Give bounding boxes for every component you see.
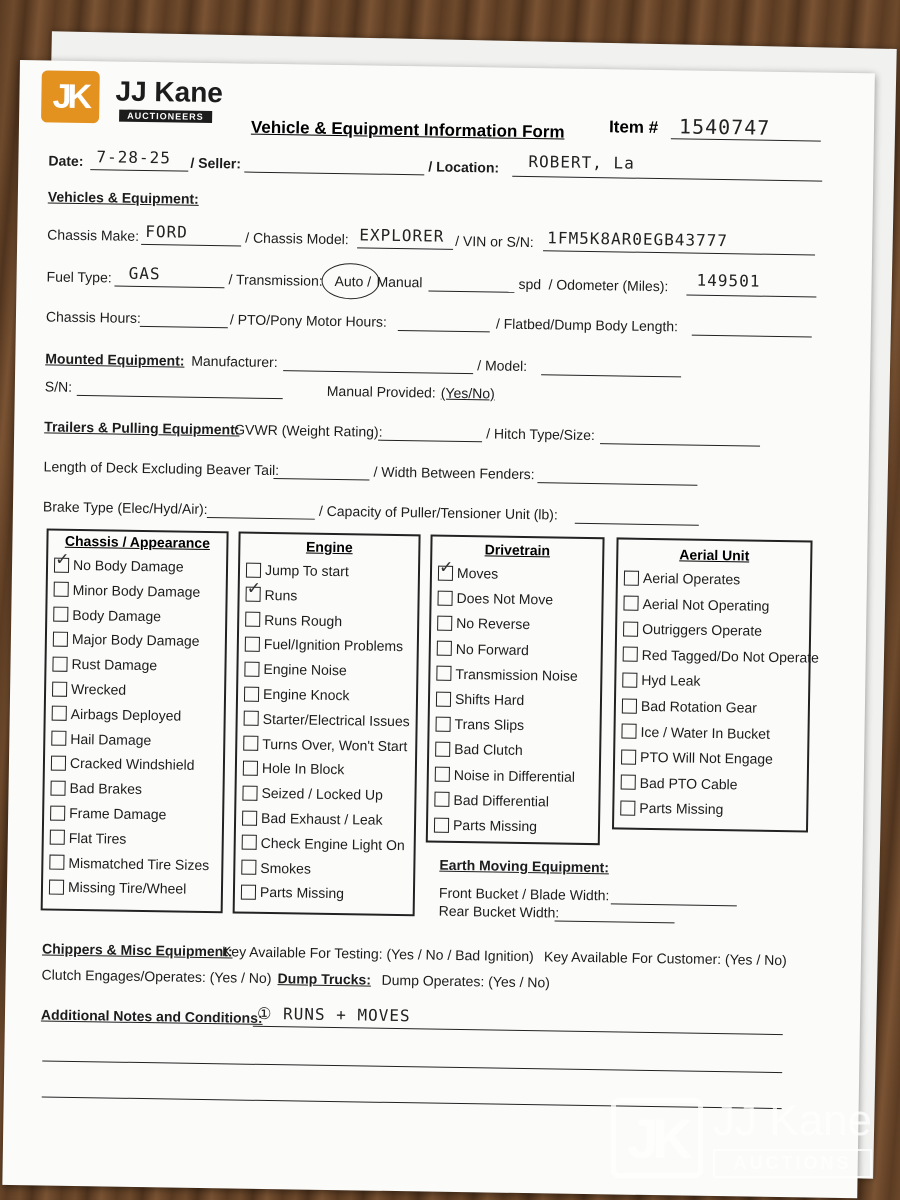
drivetrain-checkbox-item[interactable] <box>435 716 524 733</box>
checkbox-label: Bad Exhaust / Leak <box>260 809 383 828</box>
drivetrain-checkbox-item[interactable] <box>437 590 553 608</box>
checkbox-label: Bad Rotation Gear <box>640 697 758 716</box>
checkbox-label: Parts Missing <box>639 800 724 818</box>
vin-value: 1FM5K8AR0EGB43777 <box>547 228 729 251</box>
key-testing-label: Key Available For Testing: (Yes / No / Bad Ignition) <box>221 943 534 965</box>
vin-label: / VIN or S/N: <box>455 232 534 251</box>
aerial-unit-box <box>612 537 820 832</box>
location-label: / Location: <box>428 158 500 176</box>
checkbox-label: Engine Knock <box>262 685 350 704</box>
checkbox[interactable] <box>620 800 635 815</box>
fender-width-label: / Width Between Fenders: <box>373 463 535 483</box>
sn-label: S/N: <box>44 378 73 395</box>
checkbox[interactable] <box>51 755 66 770</box>
engine-checkbox-item[interactable] <box>242 810 383 828</box>
brake-type-label: Brake Type (Elec/Hyd/Air): <box>42 498 208 518</box>
checkbox[interactable] <box>244 686 259 701</box>
logo-sub: AUCTIONEERS <box>119 110 212 123</box>
checkmark-icon: ✓ <box>438 557 454 577</box>
hitch-label: / Hitch Type/Size: <box>486 425 595 444</box>
checkbox[interactable] <box>49 855 64 870</box>
checkbox-label: Aerial Operates <box>642 569 741 588</box>
checkbox-label: PTO Will Not Engage <box>640 749 774 768</box>
chassis-hours-line <box>140 326 228 328</box>
checkbox[interactable] <box>244 661 259 676</box>
chassis-make-label: Chassis Make: <box>47 226 140 244</box>
chassis-checkbox-item[interactable] <box>52 656 157 674</box>
watermark-name: JJ Kane <box>713 1095 872 1145</box>
chassis-box-title: Chassis / Appearance <box>64 532 211 552</box>
checkbox[interactable] <box>621 775 636 790</box>
checkbox[interactable] <box>438 557 454 580</box>
date-line <box>90 169 188 172</box>
engine-checkbox-item[interactable] <box>246 578 298 604</box>
chassis-checkbox-item[interactable] <box>54 549 184 575</box>
manual-line <box>428 290 514 292</box>
odometer-line <box>686 294 816 297</box>
checkbox[interactable] <box>241 860 256 875</box>
aerial-checkbox-item[interactable] <box>624 570 741 588</box>
checkbox[interactable] <box>245 636 260 651</box>
mounted-heading: Mounted Equipment: <box>45 350 185 369</box>
dump-operates-label: Dump Operates: (Yes / No) <box>381 971 551 991</box>
checkbox-label: Rust Damage <box>71 656 158 674</box>
checkbox-label: Bad Brakes <box>69 780 143 798</box>
checkbox[interactable] <box>622 672 637 687</box>
checkbox[interactable] <box>436 716 451 731</box>
chassis-hours-label: Chassis Hours: <box>45 308 142 326</box>
checkbox[interactable] <box>437 616 452 631</box>
manufacturer-line <box>283 370 473 374</box>
drivetrain-checkbox-item[interactable] <box>435 741 523 758</box>
hitch-line <box>600 443 760 447</box>
checkbox[interactable] <box>245 612 260 627</box>
engine-checkbox-item[interactable] <box>242 834 405 853</box>
checkbox[interactable] <box>622 698 637 713</box>
drivetrain-checkbox-item[interactable] <box>434 817 537 835</box>
checkbox-label: Body Damage <box>72 606 162 624</box>
checkbox-label: Hyd Leak <box>641 672 701 690</box>
location-value: ROBERT, La <box>528 152 635 173</box>
checkbox[interactable] <box>623 647 638 662</box>
checkbox-label: Minor Body Damage <box>72 581 201 600</box>
chassis-appearance-box <box>41 528 229 913</box>
fuel-line <box>114 286 224 289</box>
vehicles-heading: Vehicles & Equipment: <box>47 188 199 207</box>
notes-line-2 <box>42 1060 782 1073</box>
checkbox[interactable] <box>51 731 66 746</box>
checkbox[interactable] <box>621 749 636 764</box>
checkbox-label: Airbags Deployed <box>70 705 182 724</box>
rear-bucket-label: Rear Bucket Width: <box>438 902 560 921</box>
checkbox-label: Wrecked <box>71 680 127 698</box>
engine-checkbox-item[interactable] <box>243 760 345 778</box>
gvwr-label: GVWR (Weight Rating): <box>234 421 383 440</box>
checkbox[interactable] <box>54 582 69 597</box>
pto-hours-label: / PTO/Pony Motor Hours: <box>229 311 387 330</box>
checkbox-label: Cracked Windshield <box>69 755 195 774</box>
watermark-sub: AUCTIONS <box>713 1149 872 1178</box>
checkbox-label: Major Body Damage <box>71 631 200 650</box>
checkbox-label: Hole In Block <box>261 760 345 778</box>
chassis-checkbox-item[interactable] <box>49 879 187 897</box>
checkmark-icon: ✓ <box>246 578 262 599</box>
drivetrain-checkbox-item[interactable] <box>438 557 499 582</box>
spd-label: spd <box>518 275 542 293</box>
fuel-value: GAS <box>128 263 161 284</box>
checkbox[interactable] <box>435 767 450 782</box>
model-line <box>357 247 453 250</box>
odometer-label: / Odometer (Miles): <box>548 276 669 295</box>
flatbed-label: / Flatbed/Dump Body Length: <box>495 315 679 335</box>
checkbox-label: Frame Damage <box>69 804 167 823</box>
earth-moving-heading: Earth Moving Equipment: <box>439 856 610 876</box>
checkbox-label: Red Tagged/Do Not Operate <box>641 646 820 666</box>
aerial-checkbox-item[interactable] <box>623 621 762 639</box>
chassis-checkbox-item[interactable] <box>49 854 209 873</box>
engine-checkbox-item[interactable] <box>244 710 410 729</box>
chassis-model-value: EXPLORER <box>359 225 445 246</box>
checkbox-label: Seized / Locked Up <box>261 785 384 803</box>
date-label: Date: <box>48 152 84 170</box>
checkbox[interactable] <box>621 724 636 739</box>
seller-line <box>244 172 424 176</box>
engine-checkbox-item[interactable] <box>242 785 383 803</box>
chassis-checkbox-item[interactable] <box>50 805 167 823</box>
checkbox[interactable] <box>246 562 261 577</box>
checkbox-label: Does Not Move <box>456 590 554 608</box>
checkbox-label: Aerial Not Operating <box>642 595 770 614</box>
engine-checkbox-item[interactable] <box>244 686 350 704</box>
dump-trucks-heading: Dump Trucks: <box>277 970 372 988</box>
make-line <box>141 244 241 247</box>
checkbox[interactable] <box>242 835 257 850</box>
checkbox-label: Trans Slips <box>454 716 525 734</box>
notes-value: ① RUNS + MOVES <box>256 1003 411 1026</box>
drivetrain-checkbox-item[interactable] <box>437 640 529 657</box>
item-number: 1540747 <box>678 114 771 140</box>
checkbox[interactable] <box>623 621 638 636</box>
manual-provided-label: Manual Provided: <box>326 382 436 401</box>
engine-checkbox-item[interactable] <box>241 884 344 902</box>
manual-provided-options: (Yes/No) <box>440 384 495 402</box>
drivetrain-box <box>426 535 605 846</box>
checkbox[interactable] <box>244 711 259 726</box>
jj-kane-auctions-watermark <box>611 1095 872 1178</box>
item-label: Item # <box>608 117 659 138</box>
pto-hours-line <box>398 330 490 332</box>
checkbox[interactable] <box>52 706 67 721</box>
chassis-checkbox-item[interactable] <box>54 581 201 599</box>
checkbox[interactable] <box>243 760 258 775</box>
drivetrain-checkbox-item[interactable] <box>436 691 524 708</box>
chippers-heading: Chippers & Misc Equipment: <box>41 940 233 960</box>
chassis-checkbox-item[interactable] <box>52 681 126 698</box>
logo-name: JJ Kane <box>115 75 224 109</box>
checkbox-label: Parts Missing <box>259 884 345 902</box>
checkbox-label: No Reverse <box>456 615 531 633</box>
form-sheet <box>2 60 875 1198</box>
checkbox[interactable] <box>437 641 452 656</box>
key-customer-label: Key Available For Customer: (Yes / No) <box>543 948 787 969</box>
checkbox-label: No Forward <box>455 640 530 658</box>
notes-heading: Additional Notes and Conditions: <box>40 1006 263 1026</box>
transmission-manual: Manual <box>376 273 423 291</box>
checkbox-label: Fuel/Ignition Problems <box>263 636 404 655</box>
checkbox[interactable] <box>49 879 64 894</box>
checkbox-label: Check Engine Light On <box>260 834 405 853</box>
transmission-label: / Transmission: <box>228 271 323 289</box>
checkbox-label: Outriggers Operate <box>642 621 763 639</box>
checkbox-label: Noise in Differential <box>453 766 576 785</box>
fuel-label: Fuel Type: <box>46 268 112 286</box>
front-bucket-line <box>611 903 737 906</box>
checkbox-label: Runs <box>264 586 298 604</box>
seller-label: / Seller: <box>190 154 242 172</box>
clutch-label: Clutch Engages/Operates: (Yes / No) <box>41 966 272 987</box>
checkbox[interactable] <box>246 578 262 602</box>
checkbox-label: Missing Tire/Wheel <box>67 879 187 898</box>
notes-line-1 <box>253 1026 783 1035</box>
drivetrain-checkbox-item[interactable] <box>435 766 575 784</box>
aerial-checkbox-item[interactable] <box>622 672 700 689</box>
checkbox-label: Mismatched Tire Sizes <box>68 854 210 873</box>
checkbox-label: Smokes <box>260 859 312 877</box>
odometer-value: 149501 <box>696 270 761 291</box>
checkbox-label: Bad PTO Cable <box>639 774 738 793</box>
checkbox[interactable] <box>242 810 257 825</box>
watermark-logo-mark: JK <box>611 1098 703 1178</box>
checkbox-label: Starter/Electrical Issues <box>262 710 410 729</box>
drivetrain-checkbox-item[interactable] <box>436 665 578 683</box>
checkbox[interactable] <box>52 656 67 671</box>
chassis-checkbox-item[interactable] <box>53 631 200 649</box>
chassis-checkbox-item[interactable] <box>53 606 161 624</box>
checkbox-label: Flat Tires <box>68 829 127 847</box>
checkbox[interactable] <box>53 631 68 646</box>
engine-checkbox-item[interactable] <box>243 735 407 754</box>
aerial-box-title: Aerial Unit <box>679 546 750 564</box>
aerial-checkbox-item[interactable] <box>622 698 757 716</box>
checkbox-label: Engine Noise <box>263 661 347 679</box>
deck-line <box>273 478 369 481</box>
aerial-checkbox-item[interactable] <box>621 774 738 792</box>
trailers-heading: Trailers & Pulling Equipment: <box>44 418 240 438</box>
date-value: 7-28-25 <box>96 147 172 168</box>
checkmark-icon: ✓ <box>55 549 70 569</box>
chassis-model-label: / Chassis Model: <box>245 229 349 248</box>
sn-line <box>77 395 283 399</box>
chassis-checkbox-item[interactable] <box>50 829 127 846</box>
engine-checkbox-item[interactable] <box>245 611 342 629</box>
drivetrain-checkbox-item[interactable] <box>437 615 530 632</box>
checkbox[interactable] <box>241 884 256 899</box>
checkbox-label: Hail Damage <box>70 730 152 748</box>
transmission-auto: Auto / <box>334 272 372 290</box>
checkbox[interactable] <box>624 570 639 585</box>
checkbox[interactable] <box>243 736 258 751</box>
checkbox-label: Bad Clutch <box>454 741 523 759</box>
jj-kane-logo-mark: JK <box>41 70 100 123</box>
aerial-checkbox-item[interactable] <box>620 800 723 818</box>
deck-length-label: Length of Deck Excluding Beaver Tail: <box>43 458 280 479</box>
engine-checkbox-item[interactable] <box>241 859 311 876</box>
front-bucket-label: Front Bucket / Blade Width: <box>438 884 610 904</box>
chassis-checkbox-item[interactable] <box>51 755 195 773</box>
checkbox[interactable] <box>242 785 257 800</box>
checkbox[interactable] <box>434 817 449 832</box>
auto-selection-circle <box>321 263 380 300</box>
checkbox[interactable] <box>53 607 68 622</box>
capacity-line <box>575 523 699 526</box>
checkbox-label: Runs Rough <box>264 611 343 629</box>
checkbox-label: No Body Damage <box>72 556 184 575</box>
engine-box-title: Engine <box>305 538 353 556</box>
checkbox[interactable] <box>50 830 65 845</box>
form-title: Vehicle & Equipment Information Form <box>250 117 565 142</box>
model-label: / Model: <box>477 357 528 375</box>
aerial-checkbox-item[interactable] <box>623 595 769 613</box>
rear-bucket-line <box>555 921 675 924</box>
checkbox-label: Turns Over, Won't Start <box>262 735 408 754</box>
engine-box <box>233 531 421 916</box>
checkbox-label: Moves <box>456 564 499 582</box>
checkbox[interactable] <box>623 596 638 611</box>
gvwr-line <box>378 440 482 443</box>
chassis-checkbox-item[interactable] <box>51 730 151 748</box>
chassis-make-value: FORD <box>145 221 188 242</box>
drivetrain-box-title: Drivetrain <box>484 541 551 559</box>
checkbox-label: Transmission Noise <box>455 665 578 684</box>
checkbox[interactable] <box>437 590 452 605</box>
checkbox[interactable] <box>436 691 451 706</box>
manufacturer-label: Manufacturer: <box>191 352 278 371</box>
drivetrain-checkbox-item[interactable] <box>434 791 549 809</box>
capacity-label: / Capacity of Puller/Tensioner Unit (lb): <box>318 502 558 523</box>
location-line <box>512 176 822 182</box>
fender-line <box>537 482 697 486</box>
checkbox-label: Jump To start <box>264 561 349 580</box>
checkbox[interactable] <box>54 549 70 572</box>
checkbox-label: Parts Missing <box>452 816 538 835</box>
aerial-checkbox-item[interactable] <box>623 646 819 665</box>
checkbox[interactable] <box>50 780 65 795</box>
checkbox[interactable] <box>436 666 451 681</box>
checkbox[interactable] <box>50 805 65 820</box>
engine-checkbox-item[interactable] <box>245 636 404 654</box>
aerial-checkbox-item[interactable] <box>621 723 770 741</box>
mounted-model-line <box>541 374 681 377</box>
checkbox[interactable] <box>52 681 67 696</box>
flatbed-line <box>692 335 812 338</box>
engine-checkbox-item[interactable] <box>244 661 347 679</box>
chassis-checkbox-item[interactable] <box>52 705 182 723</box>
aerial-checkbox-item[interactable] <box>621 749 773 767</box>
checkbox-label: Ice / Water In Bucket <box>640 723 771 742</box>
chassis-checkbox-item[interactable] <box>50 780 142 797</box>
engine-checkbox-item[interactable] <box>246 562 349 580</box>
checkbox-label: Bad Differential <box>453 791 550 810</box>
brake-line <box>207 517 315 520</box>
checkbox-label: Shifts Hard <box>454 690 525 708</box>
vin-line <box>543 250 815 255</box>
checkbox[interactable] <box>434 792 449 807</box>
checkbox[interactable] <box>435 741 450 756</box>
